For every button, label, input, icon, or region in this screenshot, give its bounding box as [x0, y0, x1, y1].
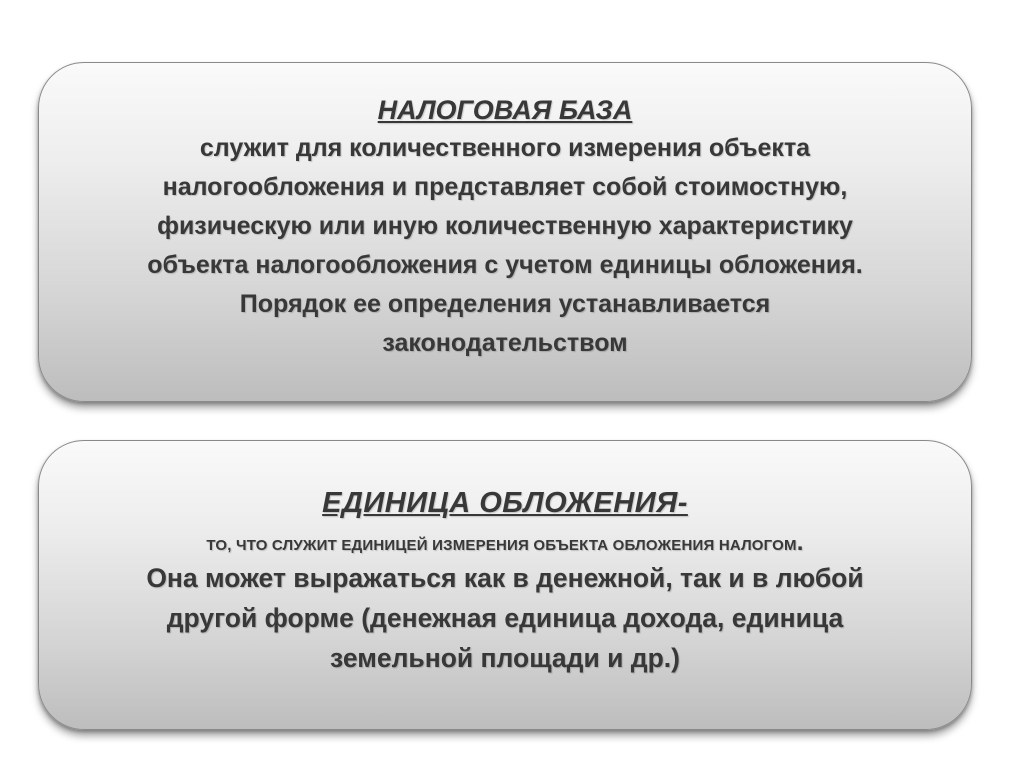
- tax-base-line: объекта налогообложения с учетом единицы обложения.: [147, 251, 863, 279]
- tax-base-line: налогообложения и представляет собой стоимостную,: [162, 173, 848, 201]
- tax-base-line: законодательством: [382, 329, 628, 357]
- tax-unit-description: [39, 558, 971, 678]
- tax-unit-definition-text: ТО, ЧТО СЛУЖИТ ЕДИНИЦЕЙ ИЗМЕРЕНИЯ ОБЪЕКТА ОБЛОЖЕНИЯ НАЛОГОМ: [206, 537, 797, 554]
- tax-base-line: служит для количественного измерения объекта: [199, 134, 811, 162]
- tax-unit-line: Она может выражаться как в денежной, так и в любой: [146, 563, 864, 593]
- tax-base-line: физическую или иную количественную характеристику: [157, 212, 853, 240]
- tax-base-definition: [39, 129, 971, 363]
- tax-unit-heading: ЕДИНИЦА ОБЛОЖЕНИЯ-: [322, 487, 688, 519]
- tax-unit-line: земельной площади и др.): [330, 643, 680, 673]
- tax-unit-card: [38, 440, 972, 730]
- tax-base-line: Порядок ее определения устанавливается: [239, 290, 771, 318]
- tax-unit-definition-period: .: [796, 529, 804, 556]
- tax-unit-definition: [39, 529, 971, 556]
- tax-base-heading: НАЛОГОВАЯ БАЗА: [377, 95, 633, 125]
- tax-base-card: [38, 62, 972, 402]
- tax-unit-line: другой форме (денежная единица дохода, единица: [166, 603, 844, 633]
